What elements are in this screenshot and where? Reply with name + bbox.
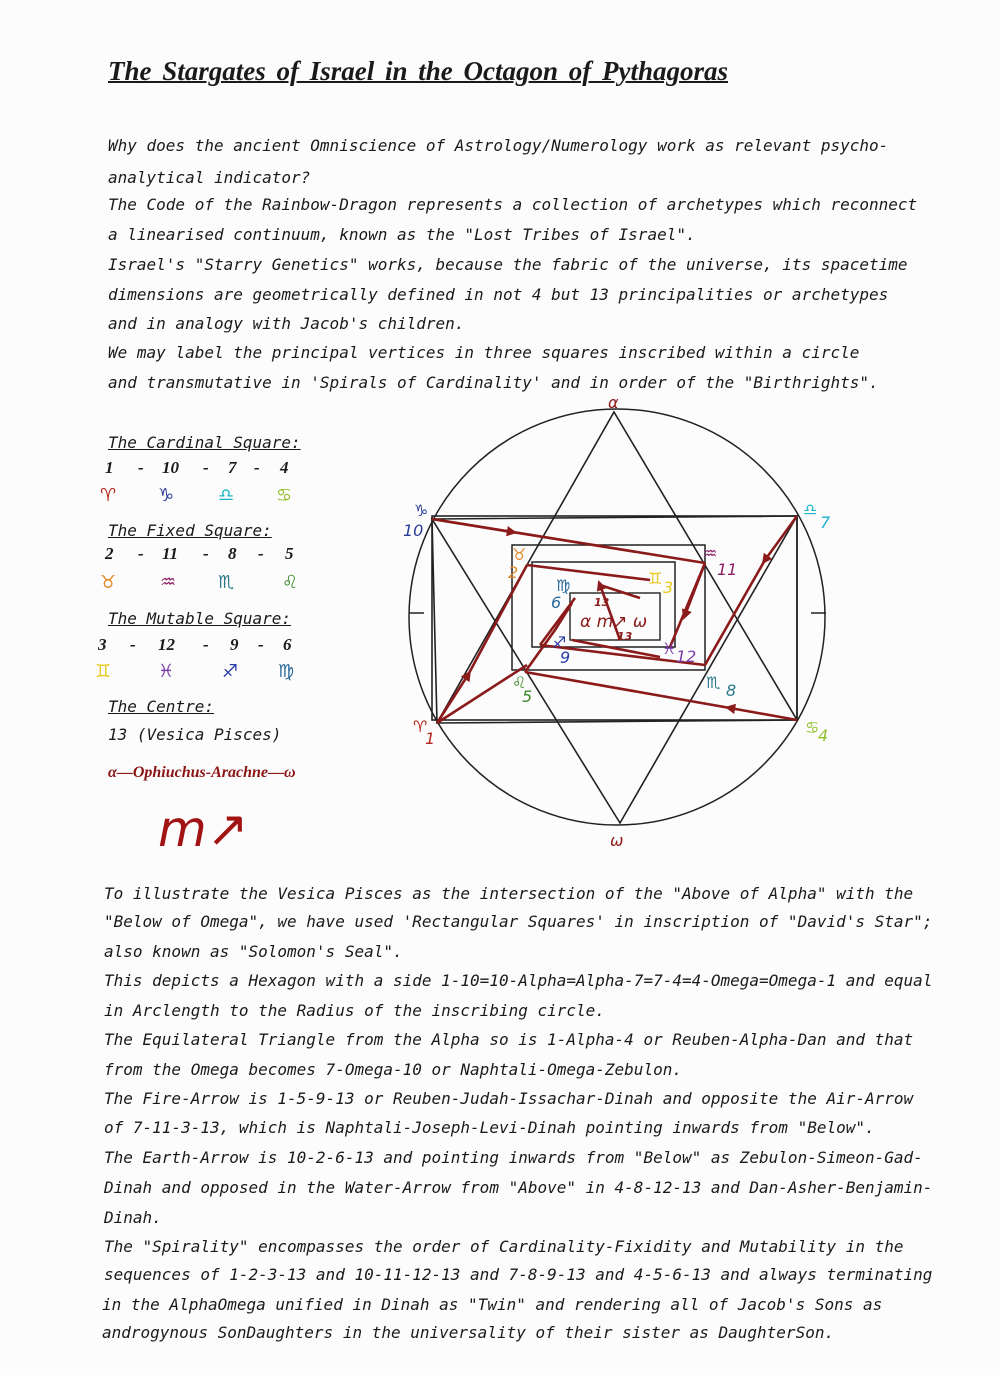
body-line: from the Omega becomes 7-Omega-10 or Naphtali-Omega-Zebulon. xyxy=(104,1060,682,1079)
taurus-icon: ♉ xyxy=(512,545,527,564)
body-line: Dinah. xyxy=(104,1208,162,1227)
mutable-dash: - xyxy=(130,635,136,654)
capricorn-icon: ♑ xyxy=(414,501,429,520)
mutable-number: 12 xyxy=(158,635,175,654)
body-line: sequences of 1-2-3-13 and 10-11-12-13 and 7-8-9-13 and 4-5-6-13 and always terminating xyxy=(104,1265,933,1284)
vertex-number: 12 xyxy=(676,647,697,666)
fixed-number: 2 xyxy=(105,544,114,563)
body-line: also known as "Solomon's Seal". xyxy=(104,942,403,961)
cardinal-square-label: The Cardinal Square: xyxy=(108,433,301,452)
scorpio-icon: ♏ xyxy=(218,572,235,593)
cardinal-number: 1 xyxy=(105,458,114,477)
triangle-up xyxy=(437,412,797,723)
body-line: The Earth-Arrow is 10-2-6-13 and pointing inwards from "Below" as Zebulon-Simeon-Gad- xyxy=(104,1148,923,1167)
body-line: Dinah and opposed in the Water-Arrow from "Above" in 4-8-12-13 and Dan-Asher-Benjamin- xyxy=(104,1178,933,1197)
ophiuchus-label: α—Ophiuchus-Arachne—ω xyxy=(108,764,296,781)
vertex-number: 1 xyxy=(425,729,436,748)
body-line: The Equilateral Triangle from the Alpha so is 1-Alpha-4 or Reuben-Alpha-Dan and that xyxy=(104,1030,914,1049)
mutable-square-label: The Mutable Square: xyxy=(108,609,292,628)
pisces-icon: ♓ xyxy=(662,639,677,658)
libra-icon: ♎ xyxy=(218,485,235,506)
cardinal-number: 7 xyxy=(228,458,237,477)
intro-line: and in analogy with Jacob's children. xyxy=(108,314,465,333)
body-line: androgynous SonDaughters in the universality of their sister as DaughterSon. xyxy=(102,1323,835,1342)
mutable-number: 9 xyxy=(230,635,239,654)
vertex-number: 7 xyxy=(820,513,831,532)
cardinal-number: 10 xyxy=(162,458,179,477)
gemini-icon: ♊ xyxy=(95,661,112,682)
alpha-label: α xyxy=(608,393,619,412)
vertex-number: 5 xyxy=(522,687,533,706)
body-line: This depicts a Hexagon with a side 1-10=10-Alpha=Alpha-7=7-4=4-Omega=Omega-1 and equal xyxy=(104,971,933,990)
body-line: in the AlphaOmega unified in Dinah as "Twin" and rendering all of Jacob's Sons as xyxy=(102,1295,883,1314)
body-line: "Below of Omega", we have used 'Rectangular Squares' in inscription of "David's Star"; xyxy=(104,912,933,931)
cardinal-number: 4 xyxy=(280,458,289,477)
fixed-number: 8 xyxy=(228,544,237,563)
page-title: The Stargates of Israel in the Octagon of Pythagoras xyxy=(108,56,729,86)
gemini-icon: ♊ xyxy=(648,569,663,588)
centre-number-top: 13 xyxy=(594,596,610,609)
vertex-number: 4 xyxy=(818,726,829,745)
vertex-number: 10 xyxy=(403,521,424,540)
aquarius-icon: ♒ xyxy=(160,572,177,593)
intro-line: Israel's "Starry Genetics" works, because the fabric of the universe, its spacetime xyxy=(108,255,908,274)
vertex-number: 9 xyxy=(560,648,571,667)
intro-line: The Code of the Rainbow-Dragon represents a collection of archetypes which reconnect xyxy=(108,195,918,214)
omega-label: ω xyxy=(610,831,624,850)
cancer-icon: ♋ xyxy=(276,485,293,506)
fixed-square-label: The Fixed Square: xyxy=(108,521,272,540)
intro-line: and transmutative in 'Spirals of Cardinality' and in order of the "Birthrights". xyxy=(108,373,879,392)
intro-line: analytical indicator? xyxy=(108,168,311,187)
cardinal-dash: - xyxy=(203,458,209,477)
cancer-icon: ♋ xyxy=(805,718,820,737)
fixed-dash: - xyxy=(203,544,209,563)
fixed-number: 11 xyxy=(162,544,179,563)
centre-number-bottom: 13 xyxy=(617,630,633,643)
vertex-number: 3 xyxy=(663,578,674,597)
scorpio-icon: ♏ xyxy=(706,673,721,692)
vertex-number: 8 xyxy=(726,681,737,700)
libra-icon: ♎ xyxy=(803,500,818,519)
body-line: in Arclength to the Radius of the inscribing circle. xyxy=(104,1001,605,1020)
intro-line: a linearised continuum, known as the "Lost Tribes of Israel". xyxy=(108,225,696,244)
aries-icon: ♈ xyxy=(413,717,428,736)
virgo-icon: ♍ xyxy=(278,661,295,682)
intro-line: We may label the principal vertices in three squares inscribed within a circle xyxy=(108,343,860,362)
fixed-dash: - xyxy=(258,544,264,563)
body-line: The "Spirality" encompasses the order of Cardinality-Fixidity and Mutability in the xyxy=(104,1237,904,1256)
intro-line: dimensions are geometrically defined in not 4 but 13 principalities or archetypes xyxy=(108,285,889,304)
pisces-icon: ♓ xyxy=(158,661,175,682)
aries-icon: ♈ xyxy=(100,485,117,506)
centre-label: The Centre: xyxy=(108,697,214,716)
body-line: of 7-11-3-13, which is Naphtali-Joseph-Levi-Dinah pointing inwards from "Below". xyxy=(104,1118,875,1137)
leo-icon: ♌ xyxy=(512,673,527,692)
centre-text: 13 (Vesica Pisces) xyxy=(108,725,282,744)
vertex-number: 2 xyxy=(508,563,519,582)
sagittarius-icon: ♐ xyxy=(222,661,239,682)
intro-line: Why does the ancient Omniscience of Astrology/Numerology work as relevant psycho- xyxy=(108,136,889,155)
leo-icon: ♌ xyxy=(282,572,299,593)
body-line: To illustrate the Vesica Pisces as the intersection of the "Above of Alpha" with the xyxy=(104,884,914,903)
body-line: The Fire-Arrow is 1-5-9-13 or Reuben-Judah-Issachar-Dinah and opposite the Air-Arrow xyxy=(104,1089,914,1108)
capricorn-icon: ♑ xyxy=(158,485,175,506)
taurus-icon: ♉ xyxy=(100,572,117,593)
sagittarius-icon: ♐ xyxy=(552,633,567,652)
virgo-icon: ♍ xyxy=(556,576,571,595)
mutable-number: 3 xyxy=(98,635,107,654)
centre-symbol: α m↗ ω xyxy=(580,612,648,632)
cardinal-dash: - xyxy=(138,458,144,477)
mutable-dash: - xyxy=(203,635,209,654)
vertex-number: 11 xyxy=(717,560,738,579)
fixed-dash: - xyxy=(138,544,144,563)
vertex-number: 6 xyxy=(551,593,562,612)
cardinal-dash: - xyxy=(254,458,260,477)
ophiuchus-symbol: m↗ xyxy=(158,800,249,858)
mutable-dash: - xyxy=(258,635,264,654)
aquarius-icon: ♒ xyxy=(703,544,718,563)
fixed-number: 5 xyxy=(285,544,294,563)
mutable-number: 6 xyxy=(283,635,292,654)
